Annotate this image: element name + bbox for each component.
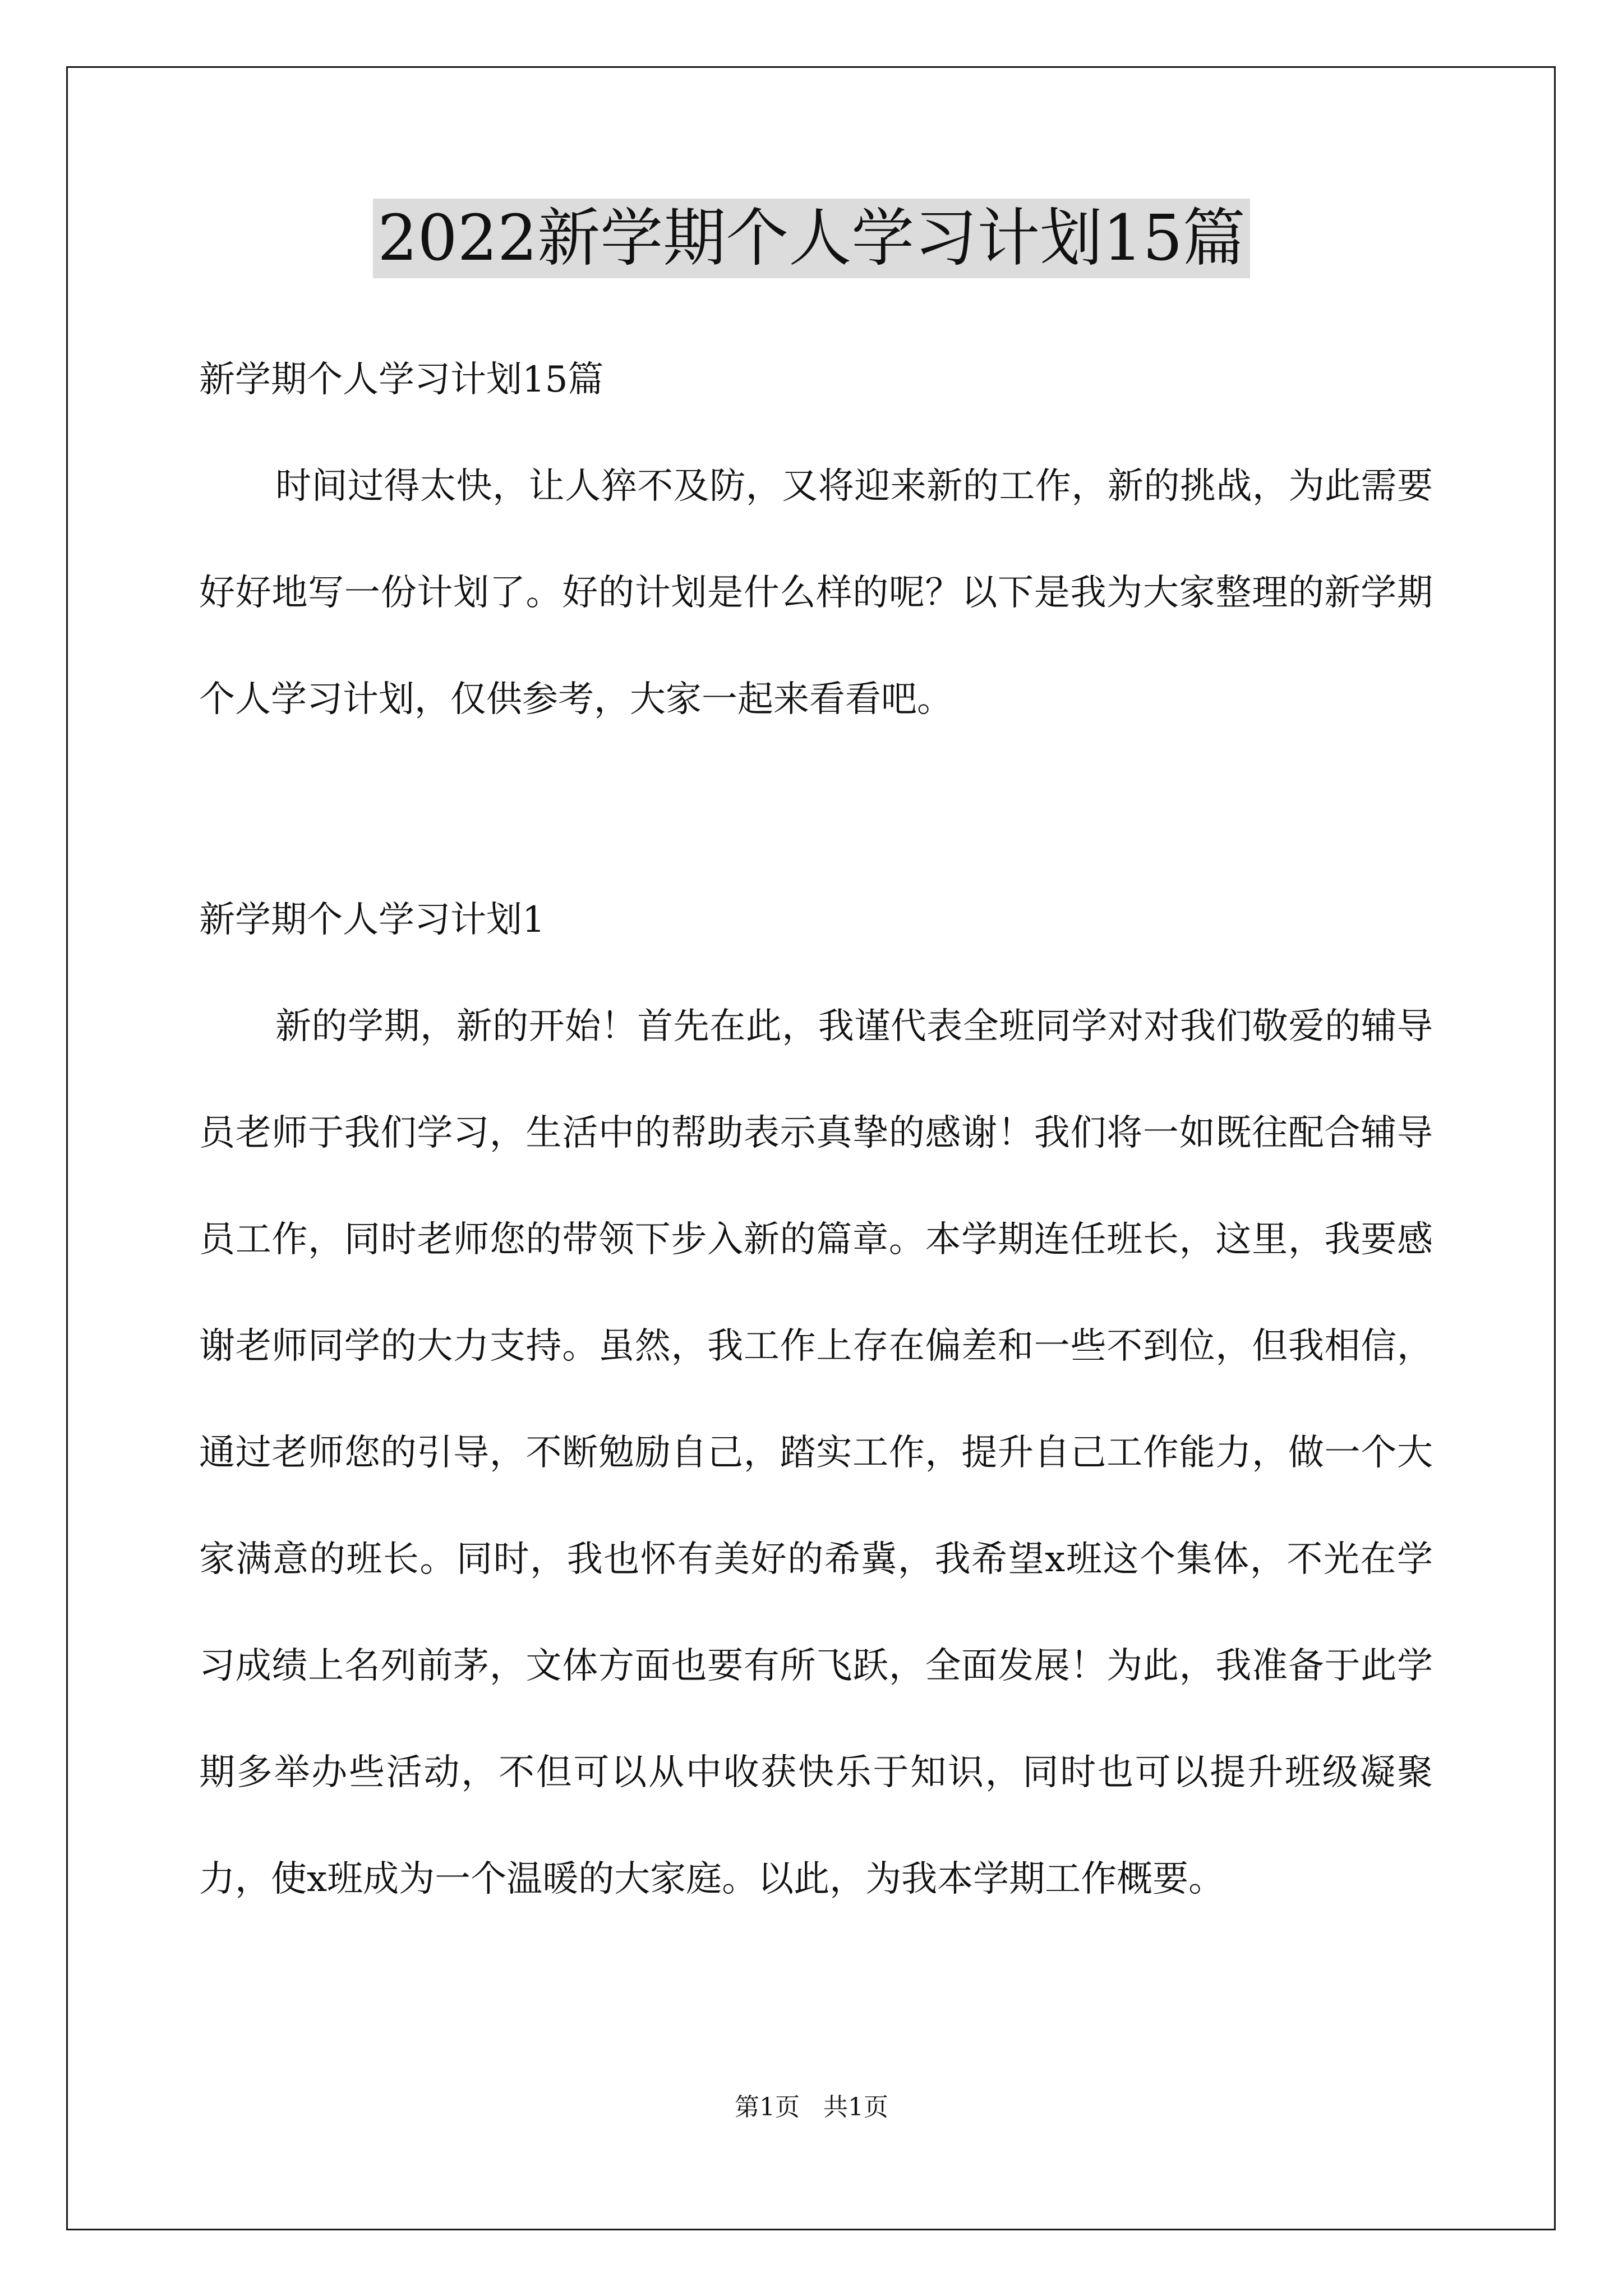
document-title-text: 2022新学期个人学习计划15篇	[373, 199, 1250, 278]
document-subtitle: 新学期个人学习计划15篇	[199, 359, 604, 401]
section-body-paragraph: 新的学期，新的开始！首先在此，我谨代表全班同学对对我们敬爱的辅导员老师于我们学习，生活中的帮助表示真挚的感谢！我们将一如既往配合辅导员工作，同时老师您的带领下步入新的篇章。本学期连任班长，这里，我要感谢老师同学的大力支持。虽然，我工作上存在偏差和一些不到位，但我相信，通过老师您的引导，不断勉励自己，踏实工作，提升自己工作能力，做一个大家满意的班长。同时，我也怀有美好的希冀，我希望x班这个集体，不光在学习成绩上名列前茅，文体方面也要有所飞跃，全面发展！为此，我准备于此学期多举办些活动，不但可以从中收获快乐于知识，同时也可以提升班级凝聚力，使x班成为一个温暖的大家庭。以此，为我本学期工作概要。	[199, 1006, 1433, 1900]
intro-paragraph: 时间过得太快，让人猝不及防，又将迎来新的工作，新的挑战，为此需要好好地写一份计划了。好的计划是什么样的呢？以下是我为大家整理的新学期个人学习计划，仅供参考，大家一起来看看吧。	[199, 466, 1433, 720]
page-footer: 第1页 共1页	[735, 2093, 888, 2122]
document-title	[0, 199, 1623, 278]
section-title: 新学期个人学习计划1	[199, 899, 545, 941]
